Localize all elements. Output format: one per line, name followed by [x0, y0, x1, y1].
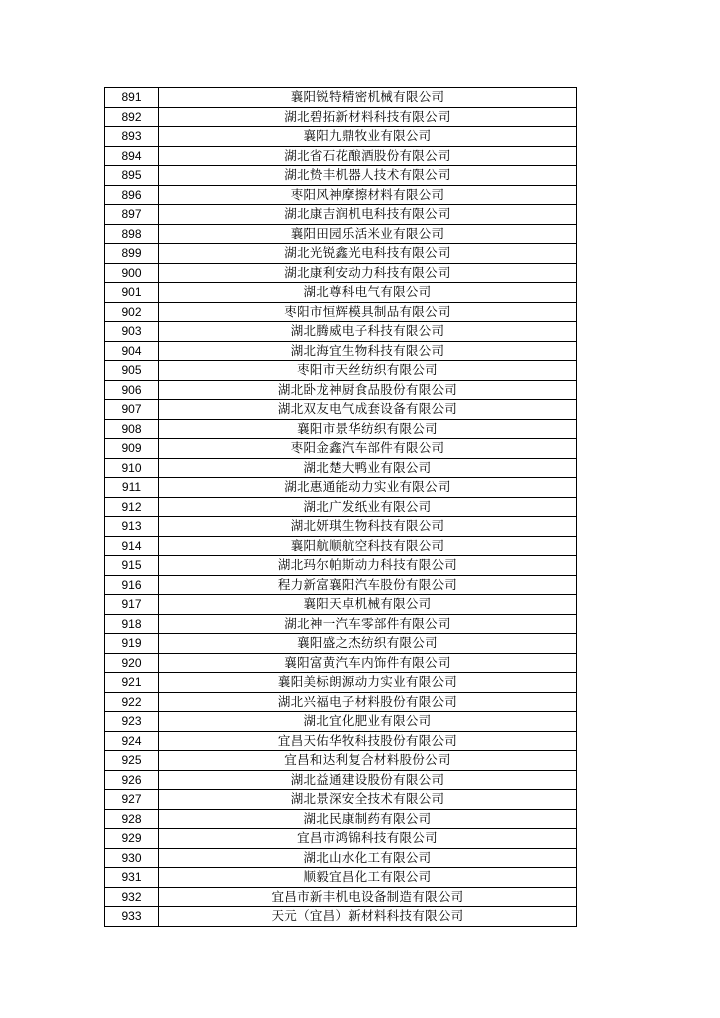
table-row: [105, 790, 577, 810]
table-row: [105, 88, 577, 108]
company-name: 湖北贽丰机器人技术有限公司: [159, 166, 577, 186]
company-name: 襄阳九鼎牧业有限公司: [159, 127, 577, 147]
table-row: [105, 224, 577, 244]
table-row: [105, 712, 577, 732]
row-number: 926: [105, 770, 159, 790]
company-name: 湖北惠通能动力实业有限公司: [159, 478, 577, 498]
row-number: 910: [105, 458, 159, 478]
row-number: 914: [105, 536, 159, 556]
table-row: [105, 829, 577, 849]
company-name: 襄阳天卓机械有限公司: [159, 595, 577, 615]
company-name: 枣阳市恒辉模具制品有限公司: [159, 302, 577, 322]
table-row: [105, 205, 577, 225]
table-row: [105, 731, 577, 751]
row-number: 922: [105, 692, 159, 712]
row-number: 893: [105, 127, 159, 147]
row-number: 903: [105, 322, 159, 342]
table-row: [105, 166, 577, 186]
row-number: 904: [105, 341, 159, 361]
row-number: 897: [105, 205, 159, 225]
row-number: 906: [105, 380, 159, 400]
company-name: 宜昌和达利复合材料股份公司: [159, 751, 577, 771]
company-name: 宜昌市鸿锦科技有限公司: [159, 829, 577, 849]
table-row: [105, 283, 577, 303]
company-name: 襄阳市景华纺织有限公司: [159, 419, 577, 439]
table-row: [105, 653, 577, 673]
company-name: 宜昌天佑华牧科技股份有限公司: [159, 731, 577, 751]
table-row: [105, 868, 577, 888]
table-row: [105, 848, 577, 868]
row-number: 895: [105, 166, 159, 186]
row-number: 899: [105, 244, 159, 264]
company-name: 湖北碧拓新材料科技有限公司: [159, 107, 577, 127]
company-name: 湖北妍琪生物科技有限公司: [159, 517, 577, 537]
table-row: [105, 400, 577, 420]
row-number: 891: [105, 88, 159, 108]
table-row: [105, 770, 577, 790]
company-name: 湖北康吉润机电科技有限公司: [159, 205, 577, 225]
table-row: [105, 907, 577, 927]
company-list-body: [105, 88, 577, 927]
table-row: [105, 478, 577, 498]
company-name: 枣阳风神摩擦材料有限公司: [159, 185, 577, 205]
table-row: [105, 595, 577, 615]
row-number: 927: [105, 790, 159, 810]
row-number: 933: [105, 907, 159, 927]
table-row: [105, 692, 577, 712]
company-name: 枣阳金鑫汽车部件有限公司: [159, 439, 577, 459]
company-name: 宜昌市新丰机电设备制造有限公司: [159, 887, 577, 907]
row-number: 900: [105, 263, 159, 283]
row-number: 919: [105, 634, 159, 654]
row-number: 902: [105, 302, 159, 322]
row-number: 905: [105, 361, 159, 381]
company-name: 湖北景深安全技术有限公司: [159, 790, 577, 810]
company-list-table: [104, 87, 577, 927]
table-row: [105, 127, 577, 147]
table-row: [105, 107, 577, 127]
table-row: [105, 263, 577, 283]
row-number: 920: [105, 653, 159, 673]
table-row: [105, 185, 577, 205]
company-name: 湖北腾威电子科技有限公司: [159, 322, 577, 342]
table-row: [105, 146, 577, 166]
company-name: 湖北神一汽车零部件有限公司: [159, 614, 577, 634]
row-number: 918: [105, 614, 159, 634]
row-number: 929: [105, 829, 159, 849]
row-number: 932: [105, 887, 159, 907]
table-row: [105, 380, 577, 400]
table-row: [105, 439, 577, 459]
table-row: [105, 302, 577, 322]
company-name: 湖北海宜生物科技有限公司: [159, 341, 577, 361]
row-number: 907: [105, 400, 159, 420]
table-row: [105, 556, 577, 576]
company-name: 湖北山水化工有限公司: [159, 848, 577, 868]
company-name: 襄阳锐特精密机械有限公司: [159, 88, 577, 108]
company-name: 湖北双友电气成套设备有限公司: [159, 400, 577, 420]
table-row: [105, 575, 577, 595]
company-name: 湖北益通建设股份有限公司: [159, 770, 577, 790]
table-row: [105, 419, 577, 439]
company-name: 湖北康利安动力科技有限公司: [159, 263, 577, 283]
row-number: 908: [105, 419, 159, 439]
table-row: [105, 244, 577, 264]
row-number: 930: [105, 848, 159, 868]
row-number: 913: [105, 517, 159, 537]
row-number: 921: [105, 673, 159, 693]
row-number: 923: [105, 712, 159, 732]
table-row: [105, 361, 577, 381]
table-row: [105, 322, 577, 342]
company-name: 天元（宜昌）新材料科技有限公司: [159, 907, 577, 927]
row-number: 892: [105, 107, 159, 127]
row-number: 901: [105, 283, 159, 303]
table-row: [105, 673, 577, 693]
table-row: [105, 751, 577, 771]
row-number: 925: [105, 751, 159, 771]
company-name: 枣阳市天丝纺织有限公司: [159, 361, 577, 381]
company-name: 湖北玛尔帕斯动力科技有限公司: [159, 556, 577, 576]
table-row: [105, 536, 577, 556]
company-name: 襄阳盛之杰纺织有限公司: [159, 634, 577, 654]
company-name: 湖北兴福电子材料股份有限公司: [159, 692, 577, 712]
row-number: 928: [105, 809, 159, 829]
company-name: 襄阳田园乐活米业有限公司: [159, 224, 577, 244]
row-number: 912: [105, 497, 159, 517]
row-number: 911: [105, 478, 159, 498]
company-name: 湖北宜化肥业有限公司: [159, 712, 577, 732]
company-name: 湖北广发纸业有限公司: [159, 497, 577, 517]
row-number: 915: [105, 556, 159, 576]
table-row: [105, 634, 577, 654]
company-name: 湖北尊科电气有限公司: [159, 283, 577, 303]
company-name: 襄阳美标朗源动力实业有限公司: [159, 673, 577, 693]
company-name: 湖北光锐鑫光电科技有限公司: [159, 244, 577, 264]
company-name: 湖北楚大鸭业有限公司: [159, 458, 577, 478]
row-number: 896: [105, 185, 159, 205]
company-name: 湖北省石花酿酒股份有限公司: [159, 146, 577, 166]
row-number: 894: [105, 146, 159, 166]
table-row: [105, 497, 577, 517]
row-number: 924: [105, 731, 159, 751]
table-row: [105, 517, 577, 537]
table-row: [105, 458, 577, 478]
company-name: 襄阳富黄汽车内饰件有限公司: [159, 653, 577, 673]
company-name: 程力新富襄阳汽车股份有限公司: [159, 575, 577, 595]
table-row: [105, 614, 577, 634]
table-row: [105, 887, 577, 907]
row-number: 931: [105, 868, 159, 888]
row-number: 909: [105, 439, 159, 459]
company-name: 湖北民康制药有限公司: [159, 809, 577, 829]
row-number: 898: [105, 224, 159, 244]
row-number: 916: [105, 575, 159, 595]
table-row: [105, 341, 577, 361]
company-name: 顺毅宜昌化工有限公司: [159, 868, 577, 888]
row-number: 917: [105, 595, 159, 615]
company-name: 襄阳航顺航空科技有限公司: [159, 536, 577, 556]
company-name: 湖北卧龙神厨食品股份有限公司: [159, 380, 577, 400]
table-row: [105, 809, 577, 829]
